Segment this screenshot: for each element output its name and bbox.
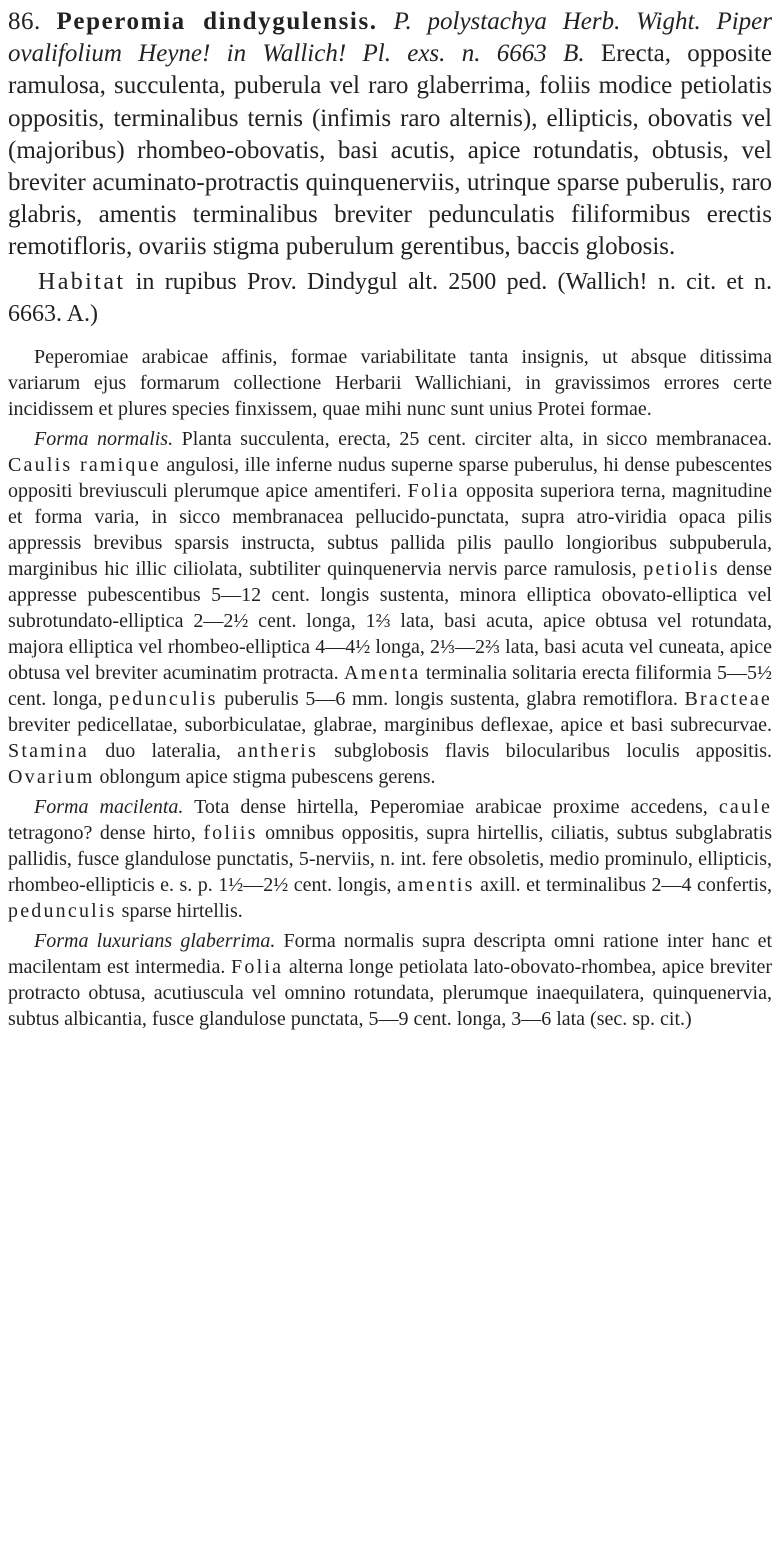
forma-luxurians-paragraph: [8, 928, 772, 1032]
keyword-amentis: amentis: [396, 873, 475, 896]
forma-macilenta-title: Forma macilenta.: [34, 795, 184, 818]
normalis-text-1: Planta succulenta, erecta, 25 cent. circiter alta, in sicco membranacea.: [181, 427, 772, 450]
keyword-folia: Folia: [407, 479, 460, 502]
document-page: [8, 6, 772, 1032]
entry-number: 86.: [8, 8, 41, 35]
synonyms: P. polystachya Herb. Wight. Piper ovalifolium Heyne! in Wallich! Pl. exs. n.: [8, 8, 773, 68]
keyword-caulis: Caulis ramique: [8, 453, 161, 476]
macilenta-text-4: axill. et terminalibus 2—4 confertis,: [480, 873, 773, 896]
forma-normalis-paragraph: [8, 426, 772, 790]
keyword-antheris: antheris: [237, 739, 319, 762]
keyword-pedunculis-2: pedunculis: [8, 899, 117, 922]
synonyms-tail: 6663 B.: [496, 40, 585, 68]
forma-macilenta-paragraph: [8, 794, 772, 924]
keyword-folia-2: Folia: [231, 955, 284, 978]
keyword-pedunculis: pedunculis: [109, 687, 218, 710]
normalis-text-10: oblongum apice stigma pubescens gerens.: [99, 765, 436, 788]
keyword-caule: caule: [718, 795, 773, 818]
macilenta-text-1: Tota dense hirtella, Peperomiae arabicae proxime accedens,: [194, 795, 708, 818]
normalis-text-2: angulosi, ille inferne nudus superne sparse puberulus, hi dense pubescentes oppositi breviusculi plerumque apice amentiferi.: [8, 453, 773, 502]
luxurians-text-2: alterna longe petiolata lato-obovato-rhombea, apice breviter protracto obtusa, acutiuscula vel omnino rotundata, plerumque inaequilatera, quinquenervia, subtus albicantia, fusce glandulose punctata, 5—9 cent. longa, 3—6 lata (sec. sp. cit.): [8, 955, 772, 1030]
normalis-text-7: breviter pedicellatae, suborbiculatae, glabrae, marginibus deflexae, apice et basi subrecurvae.: [8, 713, 772, 736]
forma-normalis-title: Forma normalis.: [34, 427, 174, 450]
macilenta-text-3: omnibus oppositis, supra hirtellis, ciliatis, subtus subglabratis pallidis, fusce glandulose punctatis, 5-nerviis, n. int. fere obsoletis, medio prominulo, ellipticis, rhombeo-ellipticis e. s. p. 1½—2½ cent. longis,: [8, 821, 773, 896]
normalis-text-9: subglobosis flavis bilocularibus loculis appositis.: [334, 739, 773, 762]
forma-luxurians-title: Forma luxurians glaberrima.: [34, 929, 276, 952]
macilenta-text-2: tetragono? dense hirto,: [8, 821, 196, 844]
species-entry: [8, 6, 772, 264]
luxurians-text-1: Forma normalis supra descripta omni ratione inter hanc et macilentam est intermedia.: [8, 929, 773, 978]
keyword-bracteae: Bracteae: [684, 687, 773, 710]
keyword-ovarium: Ovarium: [8, 765, 95, 788]
habitat-line: [8, 266, 772, 330]
keyword-foliis: foliis: [203, 821, 258, 844]
normalis-text-6: puberulis 5—6 mm. longis sustenta, glabra remotiflora.: [224, 687, 678, 710]
keyword-amenta: Amenta: [343, 661, 421, 684]
species-name: Peperomia dindygulensis.: [56, 8, 378, 35]
normalis-text-5: terminalia solitaria erecta filiformia 5—5½ cent. longa,: [8, 661, 772, 710]
keyword-stamina: Stamina: [8, 739, 89, 762]
macilenta-text-5: sparse hirtellis.: [121, 899, 243, 922]
keyword-petiolis: petiolis: [643, 557, 720, 580]
normalis-text-8: duo lateralia,: [105, 739, 221, 762]
intro-paragraph: Peperomiae arabicae affinis, formae variabilitate tanta insignis, ut absque ditissima variarum ejus formarum collectione Herbarii Wallichiani, in gravissimos errores certe incidissem et plures species finxissem, quae mihi nunc sunt unius Protei formae.: [8, 345, 772, 420]
normalis-text-4: dense appresse pubescentibus 5—12 cent. longis sustenta, minora elliptica obovato-elliptica vel subrotundato-elliptica 2—2½ cent. longa, 1⅔ lata, basi acuta, apice obtusa vel rotundata, majora elliptica vel rhombeo-elliptica 4—4½ longa, 2⅓—2⅔ lata, basi acuta vel cuneata, apice obtusa vel breviter acuminatim protracta.: [8, 557, 773, 684]
diagnosis: Erecta, opposite ramulosa, succulenta, puberula vel raro glaberrima, foliis modice petiolatis oppositis, terminalibus ternis (infimis raro alternis), ellipticis, obovatis vel (majoribus) rhombeo-obovatis, basi acutis, apice rotundatis, obtusis, vel breviter acuminato-protractis quinquenerviis, utrinque sparse puberulis, raro glabris, amentis terminalibus breviter pedunculatis filiformibus erectis remotifloris, ovariis stigma puberulum gerentibus, baccis globosis.: [8, 40, 773, 261]
normalis-text-3: opposita superiora terna, magnitudine et forma varia, in sicco membranacea pellucido-punctata, supra atro-viridia opaca pilis appressis brevibus sparsis instructa, subtus pallida pilis paullo longioribus subpuberula, marginibus hic illic ciliolata, subtiliter quinquenervia nervis parce ramulosis,: [8, 479, 773, 580]
habitat-text: in rupibus Prov. Dindygul alt. 2500 ped. (Wallich! n. cit. et n. 6663. A.): [8, 268, 773, 327]
habitat-label: Habitat: [38, 268, 126, 295]
